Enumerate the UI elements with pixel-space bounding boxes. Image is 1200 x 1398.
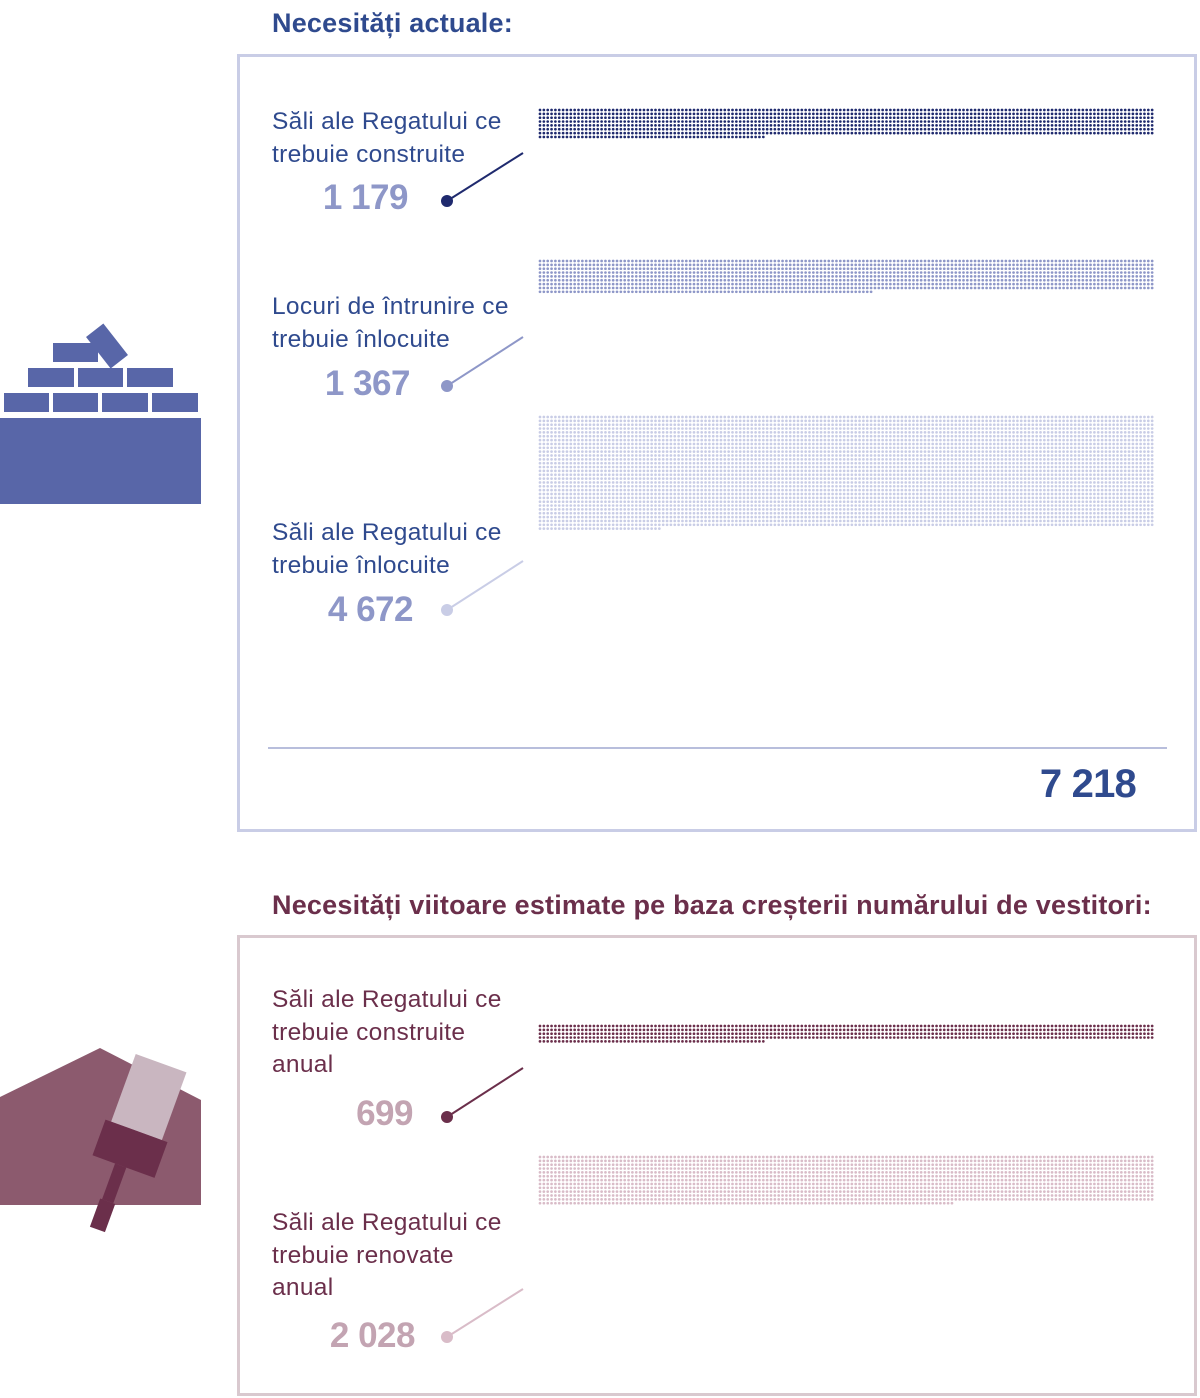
label-line: Locuri de întrunire ce: [272, 293, 509, 320]
total-value: 7 218: [1039, 762, 1136, 806]
label-line: anual: [272, 1051, 334, 1078]
dots-halls-to-replace: [539, 416, 1154, 530]
dots-halls-build-annual: [539, 1025, 1154, 1043]
label-line: trebuie renovate: [272, 1241, 454, 1269]
value-halls-to-build: 1 179: [322, 178, 408, 217]
value-halls-build-annual: 699: [356, 1094, 413, 1133]
label-line: Săli ale Regatului ce: [272, 986, 502, 1013]
label-line: trebuie înlocuite: [272, 551, 451, 579]
current-needs-title: Necesități actuale:: [272, 8, 513, 38]
label-line: anual: [272, 1274, 334, 1301]
future-needs-title: Necesități viitoare estimate pe baza creșterii numărului de vestitori:: [272, 890, 1152, 920]
dots-places-to-replace: [539, 260, 1154, 294]
label-line: Săli ale Regatului ce: [272, 108, 502, 135]
label-line: trebuie construite: [272, 140, 466, 168]
label-line: trebuie construite: [272, 1018, 466, 1046]
label-line: Săli ale Regatului ce: [272, 1209, 502, 1236]
label-line: Săli ale Regatului ce: [272, 519, 502, 546]
value-places-to-replace: 1 367: [324, 364, 410, 403]
value-halls-to-replace: 4 672: [327, 590, 413, 629]
dots-halls-to-build: [539, 109, 1154, 139]
label-line: trebuie înlocuite: [272, 325, 451, 353]
dots-halls-renovate-annual: [539, 1156, 1154, 1205]
value-halls-renovate-annual: 2 028: [329, 1316, 415, 1355]
